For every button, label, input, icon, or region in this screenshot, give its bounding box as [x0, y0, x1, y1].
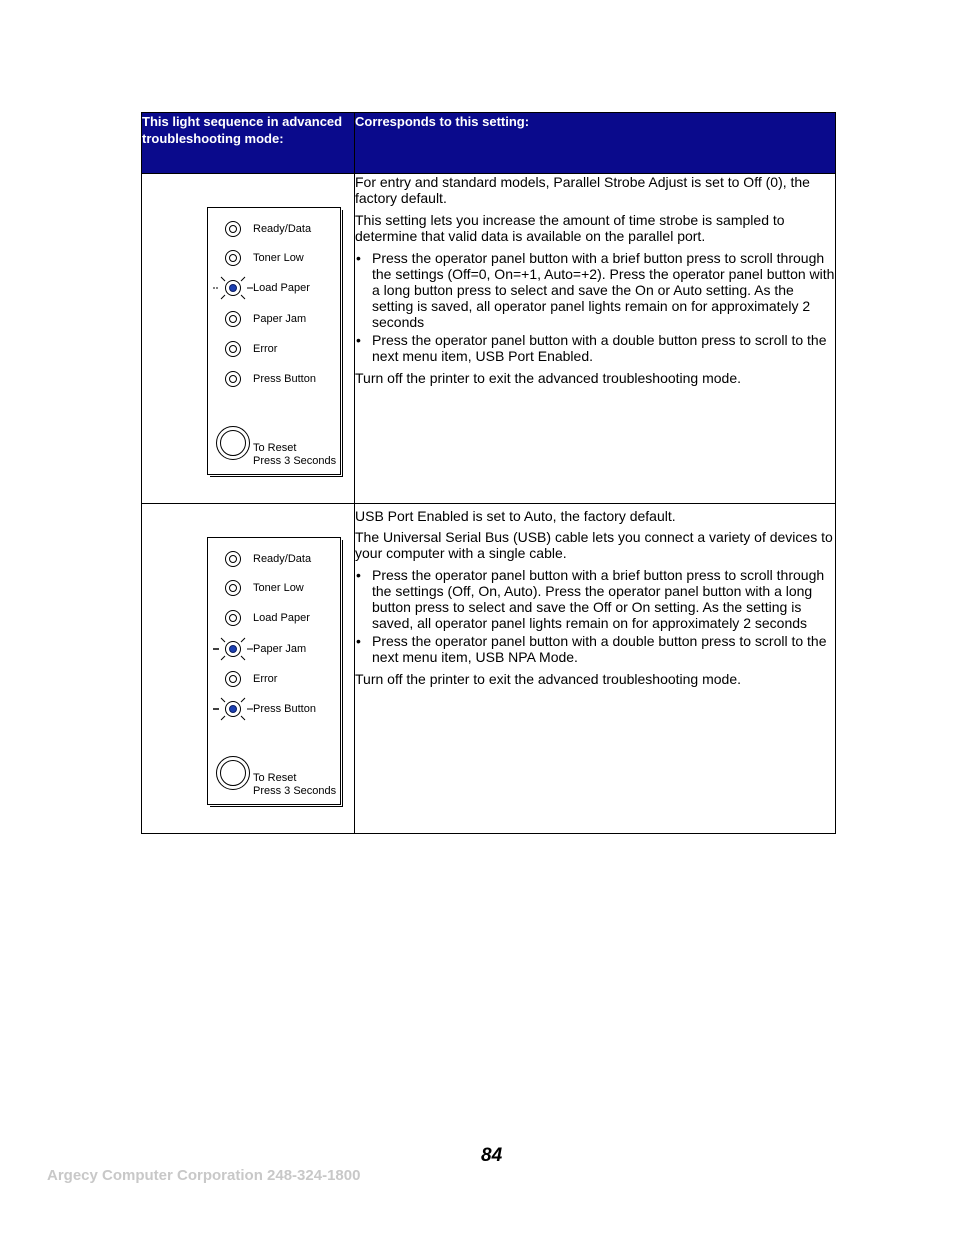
settings-table — [141, 112, 836, 834]
light-label: Error — [253, 673, 278, 685]
table-header-row — [142, 113, 836, 174]
led-blinking-icon — [225, 280, 241, 296]
setting-description-cell — [355, 504, 836, 834]
panel-light — [222, 580, 342, 600]
light-label: Load Paper — [253, 612, 310, 624]
light-label: Paper Jam — [253, 313, 307, 325]
light-label: Press Button — [253, 703, 316, 715]
description-paragraph: USB Port Enabled is set to Auto, the factory default. — [355, 508, 676, 524]
list-item: • Press the operator panel button with a brief button press to scroll through the settings (Off=0, On=+1, Auto=+2). Press the operator panel button with a long button press to select and save the On or Auto setting. As the setting is saved, all operator panel lights remain on for approximately 2 seconds — [355, 250, 835, 330]
table-row — [142, 504, 836, 834]
light-label: Toner Low — [253, 252, 304, 264]
led-icon — [225, 610, 241, 626]
instruction-list — [355, 567, 835, 665]
description-paragraph: Turn off the printer to exit the advanced troubleshooting mode. — [355, 370, 742, 386]
led-icon — [225, 671, 241, 687]
reset-button-icon — [216, 426, 250, 460]
reset-label-line1: To Reset — [253, 772, 297, 784]
light-label: Toner Low — [253, 582, 304, 594]
led-icon — [225, 371, 241, 387]
description-paragraph: For entry and standard models, Parallel Strobe Adjust is set to Off (0), the factory default. — [355, 174, 810, 206]
panel-light — [222, 610, 342, 630]
panel-light — [222, 280, 342, 300]
list-item: • Press the operator panel button with a double button press to scroll to the next menu item, USB Port Enabled. — [355, 332, 835, 364]
led-icon — [225, 580, 241, 596]
reset-label — [253, 772, 336, 798]
light-label: Load Paper — [253, 282, 310, 294]
description-paragraph: The Universal Serial Bus (USB) cable lets you connect a variety of devices to your computer with a single cable. — [355, 529, 833, 561]
led-icon — [225, 250, 241, 266]
light-label: Paper Jam — [253, 643, 307, 655]
panel-light — [222, 311, 342, 331]
table-row — [142, 174, 836, 504]
list-item: • Press the operator panel button with a double button press to scroll to the next menu item, USB NPA Mode. — [355, 633, 835, 665]
panel-light — [222, 250, 342, 270]
led-icon — [225, 341, 241, 357]
panel-light — [222, 371, 342, 391]
led-blinking-icon — [225, 641, 241, 657]
light-label: Ready/Data — [253, 223, 312, 235]
list-item: • Press the operator panel button with a brief button press to scroll through the settings (Off, On, Auto). Press the operator panel button with a long button press to select and save the Off or On setting. As the setting is saved, all operator panel lights remain on for approximately 2 seconds — [355, 567, 835, 631]
panel-light — [222, 341, 342, 361]
panel-light — [222, 641, 342, 661]
footer-text: Argecy Computer Corporation 248-324-1800 — [47, 1167, 361, 1184]
reset-label-line1: To Reset — [253, 442, 297, 454]
instruction-list — [355, 250, 835, 364]
header-corresponds-setting: Corresponds to this setting: — [355, 113, 836, 174]
description-paragraph: Turn off the printer to exit the advanced troubleshooting mode. — [355, 671, 742, 687]
reset-label-line2: Press 3 Seconds — [253, 785, 337, 797]
panel-light — [222, 551, 342, 571]
panel-light — [222, 221, 342, 241]
page-number: 84 — [481, 1145, 503, 1166]
reset-label — [253, 442, 336, 468]
light-sequence-cell — [142, 504, 355, 834]
reset-label-line2: Press 3 Seconds — [253, 455, 337, 467]
light-sequence-cell — [142, 174, 355, 504]
panel-light — [222, 701, 342, 721]
light-label: Ready/Data — [253, 553, 312, 565]
header-light-sequence: This light sequence in advanced troubleshooting mode: — [142, 113, 355, 174]
light-label: Error — [253, 343, 278, 355]
led-icon — [225, 311, 241, 327]
light-label: Press Button — [253, 373, 316, 385]
led-blinking-icon — [225, 701, 241, 717]
setting-description-cell — [355, 174, 836, 504]
led-icon — [225, 221, 241, 237]
panel-light — [222, 671, 342, 691]
operator-panel — [207, 207, 341, 475]
operator-panel — [207, 537, 341, 805]
reset-button-icon — [216, 756, 250, 790]
description-paragraph: This setting lets you increase the amount of time strobe is sampled to determine that valid data is available on the parallel port. — [355, 212, 785, 244]
led-icon — [225, 551, 241, 567]
